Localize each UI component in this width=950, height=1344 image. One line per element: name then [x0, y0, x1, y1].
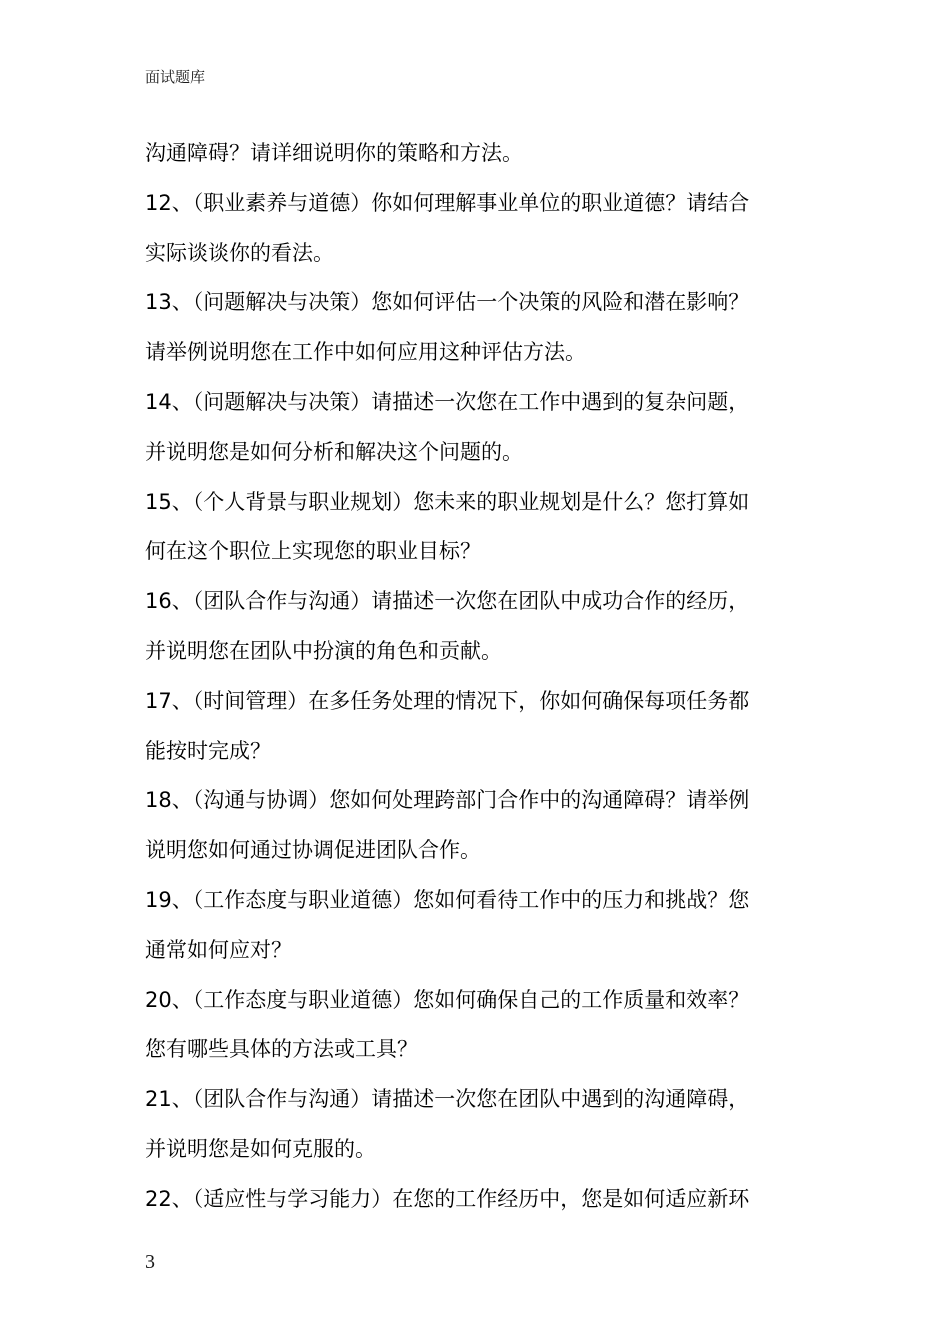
text-line: 19、（工作态度与职业道德）您如何看待工作中的压力和挑战？您 — [145, 887, 750, 912]
page-number: 3 — [145, 1251, 155, 1273]
text-line: 说明您如何通过协调促进团队合作。 — [145, 838, 481, 863]
text-line: 17、（时间管理）在多任务处理的情况下，你如何确保每项任务都 — [145, 688, 750, 713]
text-line: 能按时完成？ — [145, 738, 271, 763]
text-line: 实际谈谈你的看法。 — [145, 240, 334, 265]
page-header: 面试题库 — [145, 68, 206, 86]
text-line: 并说明您在团队中扮演的角色和贡献。 — [145, 638, 502, 663]
text-line: 15、（个人背景与职业规划）您未来的职业规划是什么？您打算如 — [145, 489, 750, 514]
text-line: 请举例说明您在工作中如何应用这种评估方法。 — [145, 340, 586, 365]
text-line: 16、（团队合作与沟通）请描述一次您在团队中成功合作的经历， — [145, 589, 750, 614]
text-line: 18、（沟通与协调）您如何处理跨部门合作中的沟通障碍？请举例 — [145, 788, 750, 813]
text-line: 12、（职业素养与道德）你如何理解事业单位的职业道德？请结合 — [145, 190, 750, 215]
text-line: 21、（团队合作与沟通）请描述一次您在团队中遇到的沟通障碍， — [145, 1087, 750, 1112]
text-line: 20、（工作态度与职业道德）您如何确保自己的工作质量和效率？ — [145, 987, 750, 1012]
document-body — [145, 129, 810, 1225]
text-line: 13、（问题解决与决策）您如何评估一个决策的风险和潜在影响？ — [145, 290, 750, 315]
text-line: 14、（问题解决与决策）请描述一次您在工作中遇到的复杂问题， — [145, 389, 750, 414]
text-line: 并说明您是如何分析和解决这个问题的。 — [145, 439, 523, 464]
text-line: 22、（适应性与学习能力）在您的工作经历中，您是如何适应新环 — [145, 1186, 750, 1211]
text-line: 沟通障碍？请详细说明你的策略和方法。 — [145, 141, 523, 165]
text-line: 您有哪些具体的方法或工具？ — [145, 1037, 418, 1062]
text-line: 并说明您是如何克服的。 — [145, 1136, 376, 1161]
text-line: 通常如何应对？ — [145, 937, 292, 962]
text-line: 何在这个职位上实现您的职业目标？ — [145, 539, 481, 564]
